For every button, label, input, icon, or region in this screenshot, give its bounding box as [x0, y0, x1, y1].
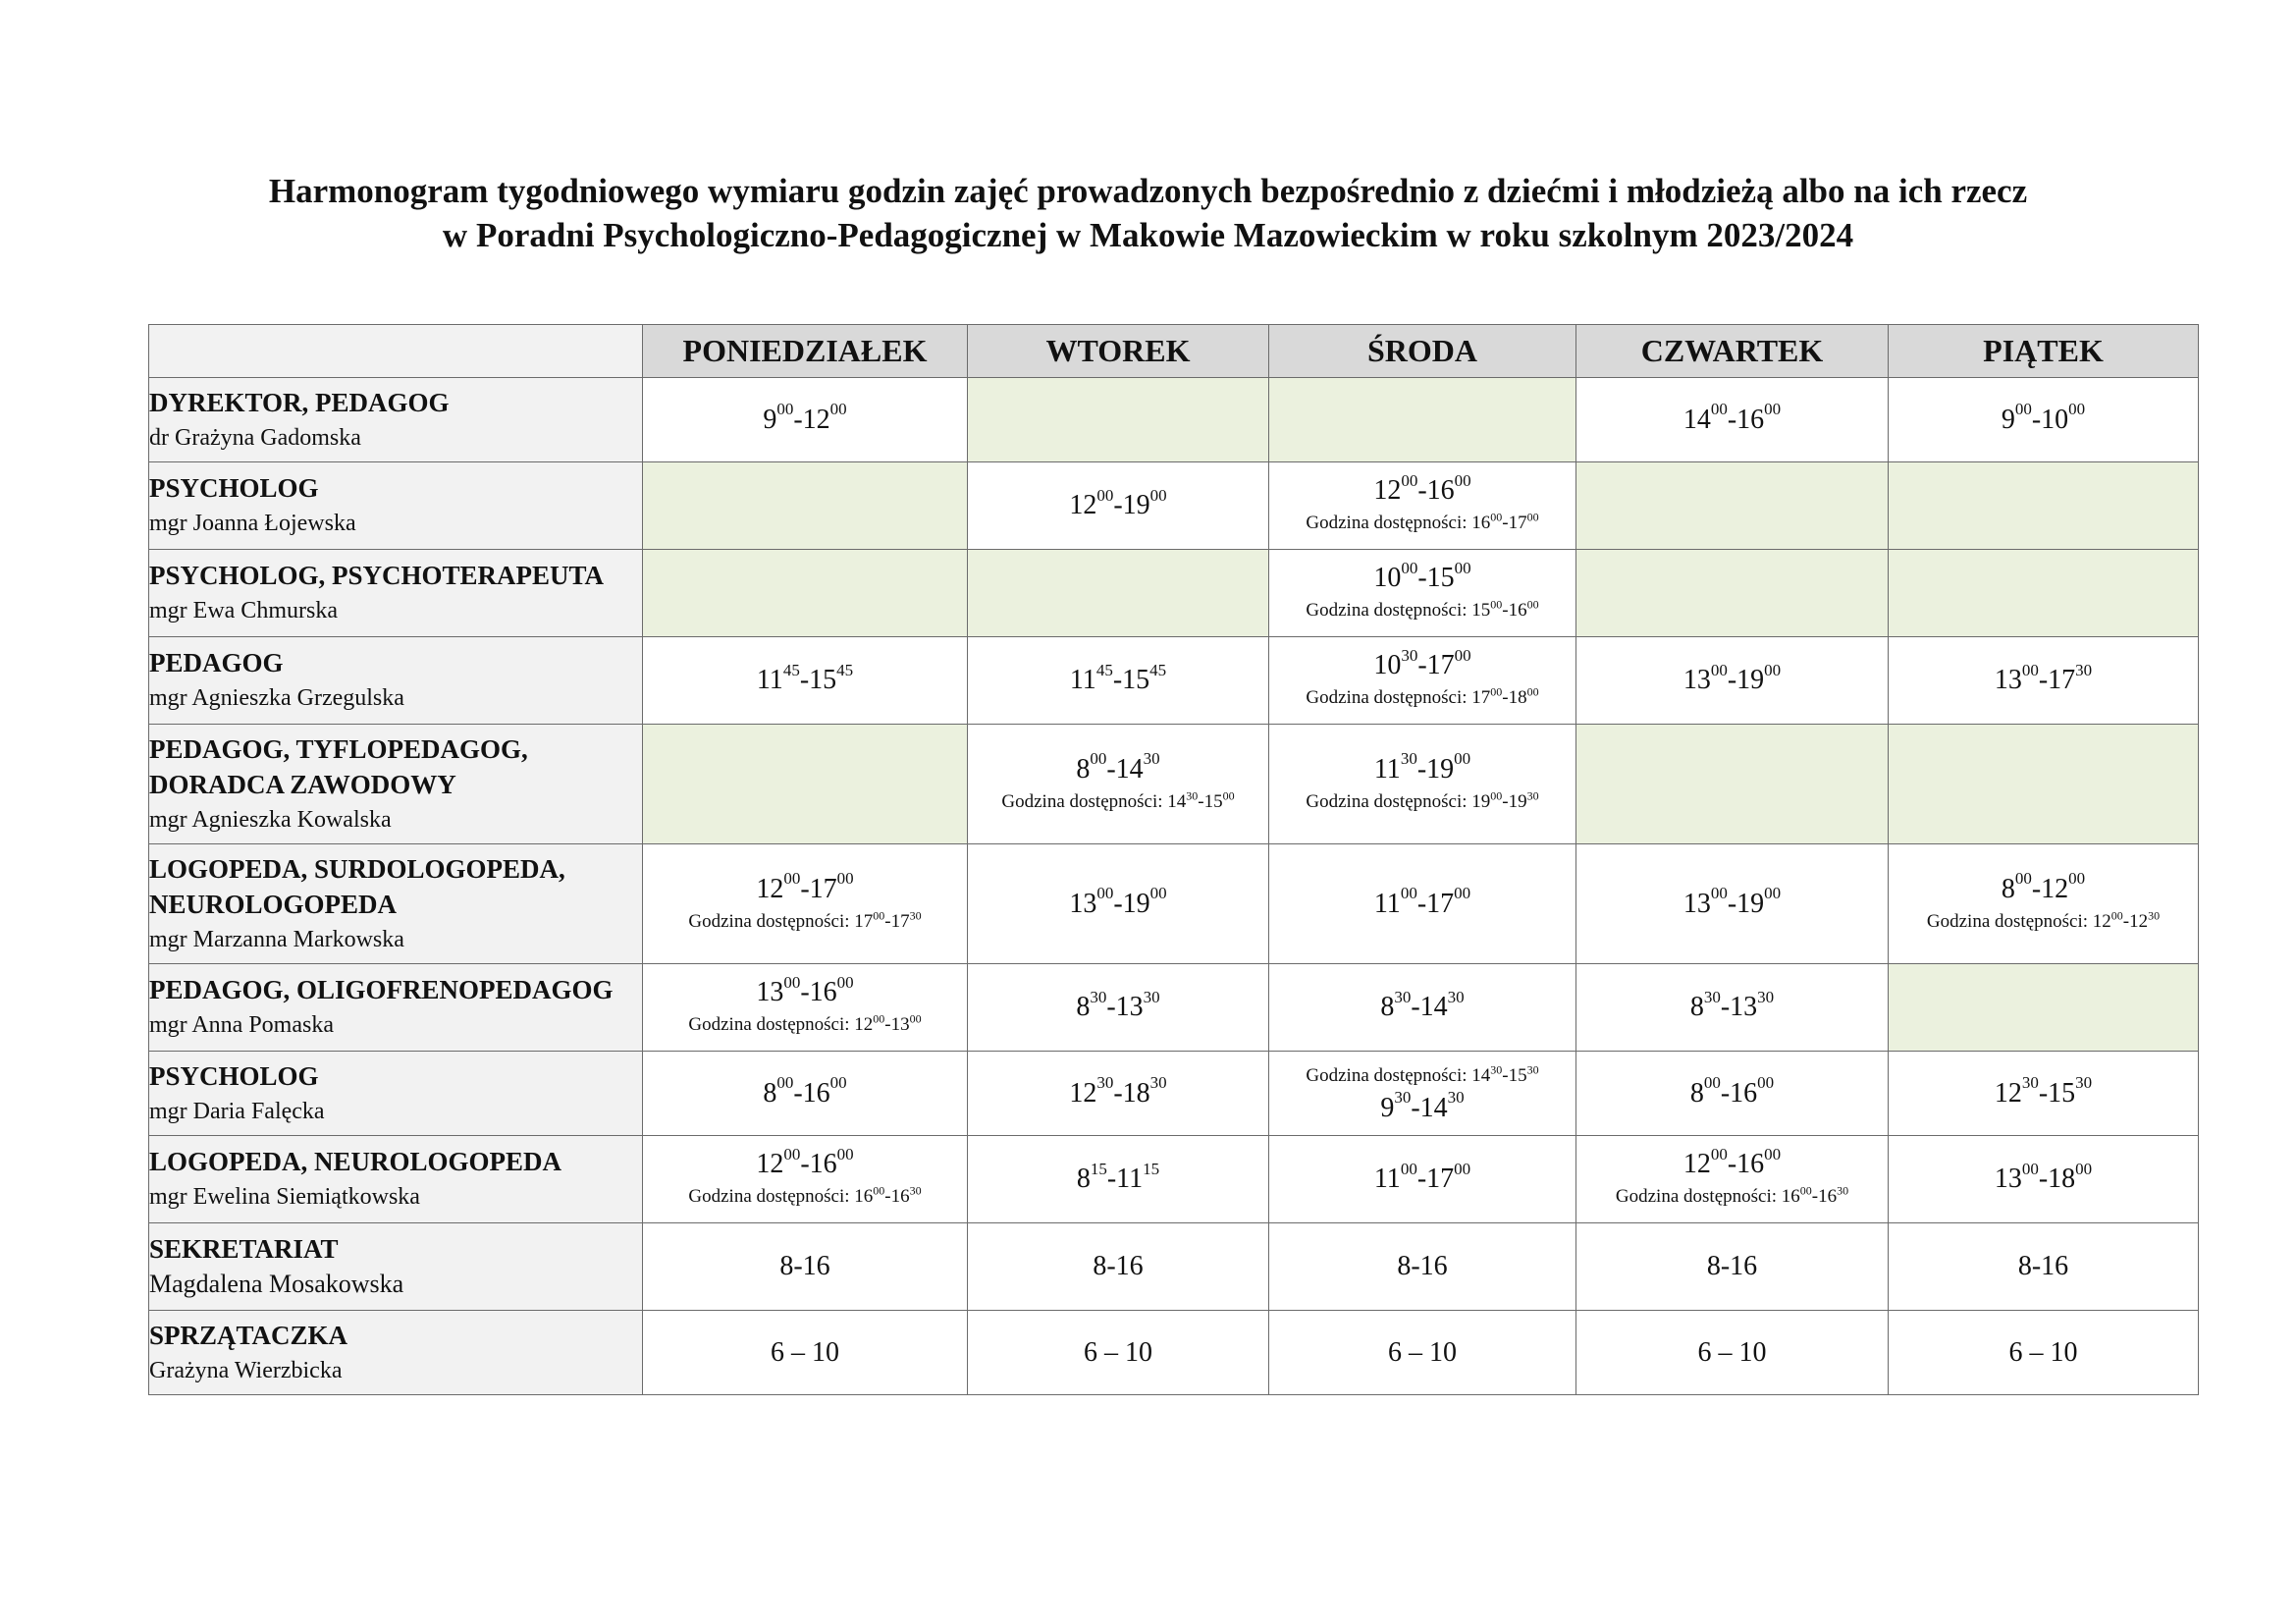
schedule-cell-friday	[1889, 1311, 2199, 1395]
minutes-start: 30	[1490, 1062, 1503, 1077]
empty-cell-monday	[643, 725, 968, 844]
corner-cell	[149, 325, 643, 378]
schedule-cell-wednesday	[1269, 725, 1576, 844]
availability-hours: Godzina dostępności: $16^{00}-17^{00}$	[1306, 510, 1539, 533]
hours-text: 8-16	[1093, 1251, 1144, 1281]
hours-text: 6 – 10	[1697, 1336, 1767, 1368]
schedule-cell-tuesday	[968, 725, 1269, 844]
minutes-end: 00	[1149, 884, 1167, 903]
schedule-cell-tuesday	[968, 964, 1269, 1052]
minutes-end: 00	[1454, 749, 1471, 769]
header-row	[149, 325, 2199, 378]
minutes-end: 30	[2075, 1073, 2093, 1093]
table-row	[149, 637, 2199, 725]
working-hours: $13^{00}-19^{00}$	[1682, 660, 1782, 695]
minutes-end: 00	[1526, 684, 1539, 699]
minutes-start: 00	[1090, 749, 1107, 769]
schedule-cell-tuesday	[968, 1136, 1269, 1223]
schedule-cell-wednesday	[1269, 1223, 1576, 1311]
day-header-monday: PONIEDZIAŁEK	[643, 325, 968, 378]
staff-role: DORADCA ZAWODOWY	[149, 769, 456, 799]
working-hours: $13^{00}-16^{00}$	[756, 972, 854, 1007]
working-hours: $12^{00}-16^{00}$	[756, 1144, 854, 1179]
minutes-start: 00	[1096, 485, 1114, 505]
availability-hours: Godzina dostępności: $19^{00}-19^{30}$	[1306, 788, 1539, 812]
staff-role: LOGOPEDA, NEUROLOGOPEDA	[149, 1147, 562, 1176]
minutes-start: 00	[1096, 884, 1114, 903]
schedule-cell-wednesday	[1269, 1136, 1576, 1223]
minutes-start: 00	[2021, 660, 2039, 679]
minutes-end: 00	[1757, 1073, 1775, 1093]
minutes-start: 45	[1095, 660, 1113, 679]
minutes-end: 30	[1526, 788, 1539, 803]
minutes-end: 00	[2068, 400, 2086, 419]
schedule-cell-thursday	[1576, 378, 1889, 462]
minutes-start: 00	[873, 1183, 885, 1198]
minutes-end: 30	[1526, 1062, 1539, 1077]
table-row	[149, 378, 2199, 462]
working-hours: $11^{30}-19^{00}$	[1373, 749, 1471, 785]
table-row	[149, 1136, 2199, 1223]
minutes-end: 30	[1837, 1183, 1849, 1198]
minutes-start: 00	[1799, 1183, 1812, 1198]
schedule-cell-wednesday	[1269, 462, 1576, 550]
minutes-start: 00	[1400, 1159, 1417, 1178]
minutes-start: 00	[783, 1144, 801, 1164]
availability-hours: Godzina dostępności: $12^{00}-12^{30}$	[1926, 908, 2161, 932]
minutes-end: 00	[836, 972, 854, 992]
hours-text: 8-16	[1397, 1251, 1448, 1281]
staff-cell	[149, 1311, 643, 1395]
schedule-cell-friday	[1889, 637, 2199, 725]
minutes-start: 00	[1710, 400, 1728, 419]
table-row	[149, 1223, 2199, 1311]
schedule-cell-thursday	[1576, 1223, 1889, 1311]
staff-role: PEDAGOG, TYFLOPEDAGOG,	[149, 733, 528, 764]
working-hours: $13^{00}-18^{00}$	[1994, 1159, 2093, 1194]
schedule-table	[148, 324, 2199, 1395]
minutes-start: 15	[1090, 1159, 1107, 1178]
minutes-end: 30	[909, 1183, 922, 1198]
working-hours: $8^{00}-16^{00}$	[1689, 1073, 1775, 1109]
minutes-start: 00	[1401, 558, 1418, 577]
working-hours: $14^{00}-16^{00}$	[1682, 400, 1782, 435]
working-hours: $9^{00}-12^{00}$	[763, 400, 847, 435]
minutes-start: 30	[1096, 1073, 1114, 1093]
minutes-start: 00	[2110, 908, 2123, 923]
day-header-friday: PIĄTEK	[1889, 325, 2199, 378]
availability-hours: Godzina dostępności: $16^{00}-16^{30}$	[688, 1183, 922, 1207]
staff-role: PSYCHOLOG	[149, 1060, 319, 1091]
staff-role: PSYCHOLOG	[149, 473, 319, 503]
staff-cell	[149, 725, 643, 844]
minutes-end: 00	[2068, 869, 2086, 889]
minutes-start: 30	[1703, 987, 1721, 1006]
minutes-start: 00	[1703, 1073, 1721, 1093]
schedule-cell-monday	[643, 1311, 968, 1395]
minutes-end: 30	[2148, 908, 2161, 923]
working-hours: $12^{00}-19^{00}$	[1069, 485, 1167, 520]
schedule-body	[149, 378, 2199, 1395]
staff-role: NEUROLOGOPEDA	[149, 889, 398, 919]
availability-hours: Godzina dostępności: $15^{00}-16^{00}$	[1306, 597, 1539, 621]
schedule-cell-thursday	[1576, 1311, 1889, 1395]
schedule-cell-thursday	[1576, 1136, 1889, 1223]
staff-role: PEDAGOG	[149, 648, 284, 677]
schedule-cell-wednesday	[1269, 1052, 1576, 1136]
minutes-end: 00	[1764, 400, 1782, 419]
availability-hours: Godzina dostępności: $14^{30}-15^{30}$	[1306, 1062, 1539, 1086]
staff-name: mgr Anna Pomaska	[149, 1012, 334, 1038]
staff-cell	[149, 550, 643, 637]
staff-cell	[149, 844, 643, 964]
minutes-start: 00	[2014, 400, 2032, 419]
minutes-start: 00	[1401, 470, 1418, 490]
minutes-start: 00	[2021, 1159, 2039, 1178]
schedule-cell-tuesday	[968, 1311, 1269, 1395]
minutes-end: 30	[1149, 1073, 1167, 1093]
staff-name: mgr Joanna Łojewska	[149, 511, 356, 536]
staff-name: mgr Ewelina Siemiątkowska	[149, 1184, 420, 1210]
schedule-cell-friday	[1889, 1136, 2199, 1223]
minutes-start: 00	[1710, 660, 1728, 679]
empty-cell-tuesday	[968, 378, 1269, 462]
schedule-cell-friday	[1889, 1052, 2199, 1136]
staff-name: mgr Ewa Chmurska	[149, 598, 338, 623]
working-hours: $11^{00}-17^{00}$	[1373, 1159, 1471, 1194]
table-row	[149, 1311, 2199, 1395]
empty-cell-friday	[1889, 725, 2199, 844]
minutes-end: 30	[1757, 987, 1775, 1006]
staff-role: SPRZĄTACZKA	[149, 1320, 348, 1350]
staff-name: mgr Marzanna Markowska	[149, 926, 404, 952]
minutes-end: 00	[1526, 510, 1539, 524]
hours-text: 6 – 10	[771, 1336, 839, 1368]
minutes-end: 45	[836, 660, 854, 679]
empty-cell-friday	[1889, 462, 2199, 550]
minutes-end: 30	[1143, 749, 1160, 769]
minutes-start: 30	[1090, 987, 1107, 1006]
minutes-end: 45	[1149, 660, 1167, 679]
working-hours: $8^{00}-16^{00}$	[763, 1073, 847, 1109]
minutes-start: 00	[873, 908, 885, 923]
schedule-cell-monday	[643, 964, 968, 1052]
schedule-cell-friday	[1889, 378, 2199, 462]
staff-role: PEDAGOG, OLIGOFRENOPEDAGOG	[149, 975, 614, 1004]
schedule-cell-monday	[643, 1052, 968, 1136]
staff-cell	[149, 462, 643, 550]
minutes-start: 45	[782, 660, 800, 679]
minutes-end: 30	[1143, 987, 1160, 1006]
hours-text: 6 – 10	[1084, 1336, 1152, 1368]
staff-name: Grażyna Wierzbicka	[149, 1357, 343, 1383]
minutes-end: 00	[1454, 1159, 1471, 1178]
minutes-end: 30	[1447, 1088, 1465, 1108]
staff-name: dr Grażyna Gadomska	[149, 424, 361, 451]
staff-role: LOGOPEDA, SURDOLOGOPEDA,	[149, 853, 565, 884]
staff-cell	[149, 378, 643, 462]
empty-cell-tuesday	[968, 550, 1269, 637]
staff-cell	[149, 964, 643, 1052]
staff-name: Magdalena Mosakowska	[149, 1270, 404, 1298]
day-header-thursday: CZWARTEK	[1576, 325, 1889, 378]
schedule-cell-friday	[1889, 844, 2199, 964]
working-hours: $12^{00}-16^{00}$	[1682, 1144, 1782, 1179]
staff-name: mgr Daria Falęcka	[149, 1098, 325, 1124]
schedule-cell-thursday	[1576, 964, 1889, 1052]
staff-role: SEKRETARIAT	[149, 1234, 339, 1264]
table-row	[149, 964, 2199, 1052]
minutes-start: 00	[1490, 788, 1503, 803]
minutes-start: 00	[873, 1011, 885, 1026]
minutes-end: 00	[829, 1073, 847, 1093]
staff-name: mgr Agnieszka Kowalska	[149, 806, 392, 833]
minutes-start: 00	[783, 972, 801, 992]
schedule-cell-monday	[643, 844, 968, 964]
empty-cell-thursday	[1576, 462, 1889, 550]
table-row	[149, 1052, 2199, 1136]
working-hours: $9^{30}-14^{30}$	[1380, 1088, 1465, 1123]
page-title	[0, 169, 2296, 257]
table-row	[149, 550, 2199, 637]
working-hours: $12^{30}-15^{30}$	[1994, 1073, 2093, 1109]
staff-role: DYREKTOR, PEDAGOG	[149, 387, 450, 417]
hours-text: 6 – 10	[2008, 1336, 2078, 1368]
staff-cell	[149, 1223, 643, 1311]
minutes-start: 30	[1401, 645, 1418, 665]
staff-name: mgr Agnieszka Grzegulska	[149, 685, 404, 711]
working-hours: $11^{45}-15^{45}$	[1069, 660, 1167, 695]
minutes-end: 00	[1764, 660, 1782, 679]
title-line-2: w Poradni Psychologiczno-Pedagogicznej w Makowie Mazowieckim w roku szkolnym 2023/2024	[442, 216, 1854, 254]
minutes-end: 00	[1222, 788, 1235, 803]
empty-cell-wednesday	[1269, 378, 1576, 462]
schedule-cell-monday	[643, 1223, 968, 1311]
day-header-tuesday: WTOREK	[968, 325, 1269, 378]
minutes-start: 00	[783, 869, 801, 889]
availability-hours: Godzina dostępności: $16^{00}-16^{30}$	[1615, 1183, 1849, 1207]
minutes-end: 30	[2075, 660, 2093, 679]
working-hours: $8^{15}-11^{15}$	[1076, 1159, 1160, 1194]
schedule-cell-wednesday	[1269, 550, 1576, 637]
minutes-start: 00	[1710, 884, 1728, 903]
availability-hours: Godzina dostępności: $17^{00}-17^{30}$	[688, 908, 922, 932]
minutes-end: 00	[1764, 884, 1782, 903]
minutes-end: 00	[1454, 884, 1471, 903]
hours-text: 8-16	[1706, 1251, 1758, 1281]
working-hours: $11^{00}-17^{00}$	[1373, 884, 1471, 919]
minutes-start: 00	[1710, 1144, 1728, 1164]
empty-cell-thursday	[1576, 725, 1889, 844]
minutes-end: 00	[836, 1144, 854, 1164]
staff-cell	[149, 1052, 643, 1136]
minutes-end: 00	[1454, 470, 1471, 490]
minutes-start: 00	[1490, 597, 1503, 612]
minutes-end: 30	[1447, 987, 1465, 1006]
working-hours: $13^{00}-19^{00}$	[1682, 884, 1782, 919]
schedule-cell-tuesday	[968, 637, 1269, 725]
schedule-cell-wednesday	[1269, 637, 1576, 725]
staff-role: PSYCHOLOG, PSYCHOTERAPEUTA	[149, 561, 605, 590]
schedule-cell-tuesday	[968, 1052, 1269, 1136]
table-row	[149, 844, 2199, 964]
working-hours: $12^{30}-18^{30}$	[1069, 1073, 1167, 1109]
working-hours: $8^{00}-12^{00}$	[2001, 869, 2086, 904]
availability-hours: Godzina dostępności: $12^{00}-13^{00}$	[688, 1011, 922, 1035]
empty-cell-friday	[1889, 550, 2199, 637]
schedule-cell-wednesday	[1269, 964, 1576, 1052]
empty-cell-friday	[1889, 964, 2199, 1052]
schedule-cell-thursday	[1576, 844, 1889, 964]
day-header-wednesday: ŚRODA	[1269, 325, 1576, 378]
minutes-start: 30	[1394, 1088, 1412, 1108]
working-hours: $10^{30}-17^{00}$	[1373, 645, 1471, 680]
working-hours: $8^{30}-14^{30}$	[1380, 987, 1465, 1022]
table-row	[149, 462, 2199, 550]
empty-cell-monday	[643, 550, 968, 637]
schedule-cell-monday	[643, 637, 968, 725]
minutes-end: 30	[909, 908, 922, 923]
minutes-start: 30	[1400, 749, 1417, 769]
staff-cell	[149, 1136, 643, 1223]
minutes-start: 00	[2014, 869, 2032, 889]
schedule-cell-tuesday	[968, 844, 1269, 964]
title-line-1: Harmonogram tygodniowego wymiaru godzin zajęć prowadzonych bezpośrednio z dziećmi i młodzieżą albo na ich rzecz	[268, 172, 2028, 210]
working-hours: $13^{00}-17^{30}$	[1994, 660, 2093, 695]
minutes-end: 00	[1764, 1144, 1782, 1164]
minutes-end: 00	[829, 400, 847, 419]
working-hours: $11^{45}-15^{45}$	[756, 660, 854, 695]
working-hours: $9^{00}-10^{00}$	[2001, 400, 2086, 435]
minutes-start: 30	[1394, 987, 1412, 1006]
schedule-cell-wednesday	[1269, 1311, 1576, 1395]
working-hours: $8^{30}-13^{30}$	[1076, 987, 1160, 1022]
schedule-cell-thursday	[1576, 1052, 1889, 1136]
staff-cell	[149, 637, 643, 725]
table-row	[149, 725, 2199, 844]
minutes-end: 00	[1454, 645, 1471, 665]
working-hours: $13^{00}-19^{00}$	[1069, 884, 1167, 919]
minutes-start: 00	[1400, 884, 1417, 903]
minutes-end: 00	[2075, 1159, 2093, 1178]
working-hours: $10^{00}-15^{00}$	[1373, 558, 1471, 593]
minutes-end: 00	[1526, 597, 1539, 612]
hours-text: 8-16	[2017, 1251, 2069, 1281]
schedule-cell-tuesday	[968, 1223, 1269, 1311]
minutes-end: 00	[1149, 485, 1167, 505]
minutes-start: 00	[776, 400, 794, 419]
empty-cell-monday	[643, 462, 968, 550]
working-hours: $12^{00}-17^{00}$	[756, 869, 854, 904]
minutes-end: 15	[1143, 1159, 1160, 1178]
working-hours: $8^{00}-14^{30}$	[1076, 749, 1160, 785]
minutes-end: 00	[836, 869, 854, 889]
minutes-end: 00	[1454, 558, 1471, 577]
schedule-cell-thursday	[1576, 637, 1889, 725]
minutes-start: 30	[1186, 788, 1199, 803]
minutes-start: 30	[2021, 1073, 2039, 1093]
hours-text: 8-16	[779, 1251, 830, 1281]
schedule-cell-monday	[643, 378, 968, 462]
schedule-cell-wednesday	[1269, 844, 1576, 964]
schedule-cell-friday	[1889, 1223, 2199, 1311]
minutes-start: 00	[1490, 510, 1503, 524]
availability-hours: Godzina dostępności: $17^{00}-18^{00}$	[1306, 684, 1539, 708]
working-hours: $12^{00}-16^{00}$	[1373, 470, 1471, 506]
minutes-end: 00	[909, 1011, 922, 1026]
working-hours: $8^{30}-13^{30}$	[1689, 987, 1775, 1022]
availability-hours: Godzina dostępności: $14^{30}-15^{00}$	[1001, 788, 1235, 812]
minutes-start: 00	[1490, 684, 1503, 699]
schedule-cell-tuesday	[968, 462, 1269, 550]
empty-cell-thursday	[1576, 550, 1889, 637]
minutes-start: 00	[776, 1073, 794, 1093]
hours-text: 6 – 10	[1388, 1336, 1457, 1368]
schedule-cell-monday	[643, 1136, 968, 1223]
